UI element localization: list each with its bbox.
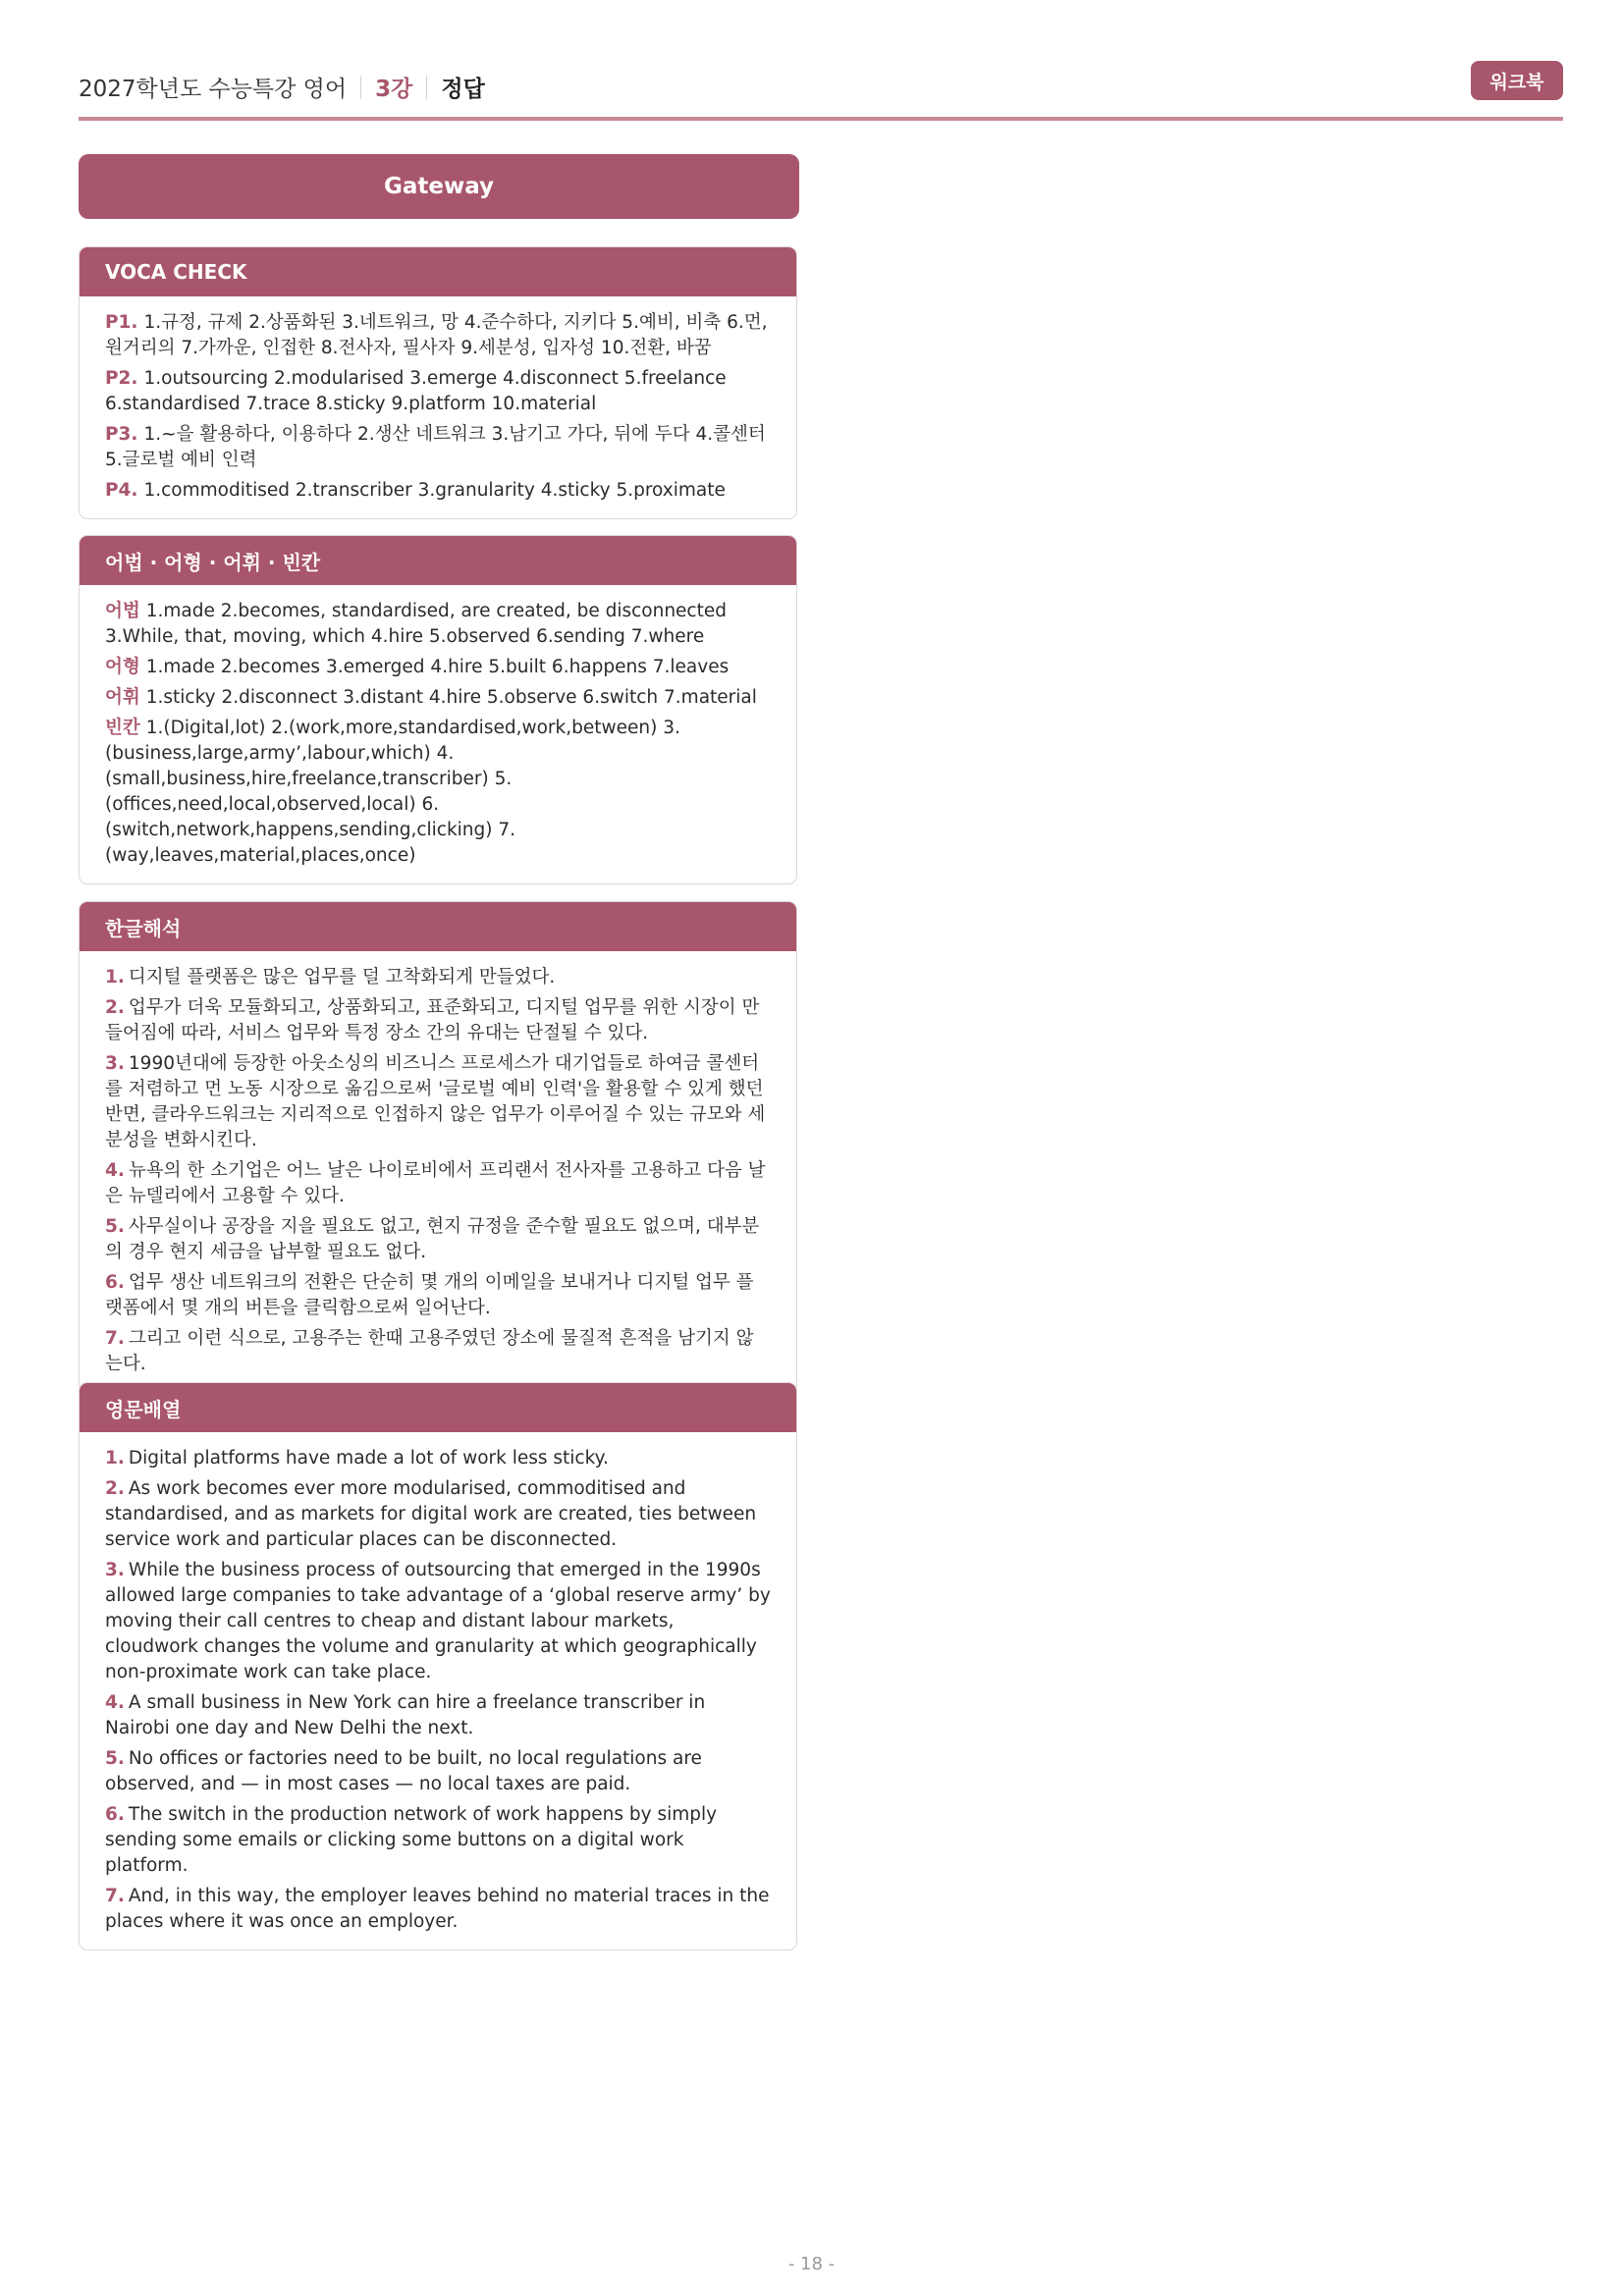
sentence-number: 3. [105, 1560, 125, 1580]
sentence-text: 1990년대에 등장한 아웃소싱의 비즈니스 프로세스가 대기업들로 하여금 콜센터를 저렴하고 먼 노동 시장으로 옮김으로써 '글로벌 예비 인력'을 활용할 수 있게 했던 반면, 클라우드워크는 지리적으로 인접하지 않은 업무가 이루어질 수 있는 규모와 세분성을 변화시킨다. [105, 1053, 766, 1150]
header-divider [360, 76, 361, 99]
sentence-item [105, 1214, 771, 1265]
sentence-text: 그리고 이런 식으로, 고용주는 한때 고용주였던 장소에 물질적 흔적을 남기지 않는다. [105, 1328, 754, 1374]
sentence-number: 4. [105, 1692, 125, 1713]
panel-body [80, 296, 796, 518]
voca-line-p1 [105, 310, 771, 361]
panel-title: 어법 · 어형 · 어휘 · 빈칸 [80, 536, 796, 585]
sentence-item [105, 995, 771, 1046]
sentence-number: 7. [105, 1886, 125, 1906]
sentence-text: And, in this way, the employer leaves behind no material traces in the places where it was once an employer. [105, 1886, 770, 1932]
sentence-text: 디지털 플랫폼은 많은 업무를 덜 고착화되게 만들었다. [128, 967, 556, 988]
sentence-item [105, 965, 771, 990]
sentence-number: 4. [105, 1160, 125, 1181]
sentence-number: 7. [105, 1328, 125, 1349]
grammar-panel [79, 535, 797, 884]
korean-translation-panel [79, 901, 797, 1393]
english-arrangement-panel [79, 1382, 797, 1950]
book-title: 2027학년도 수능특강 영어 [79, 77, 348, 102]
lesson-number: 3강 [375, 77, 413, 102]
vocab-line [105, 685, 771, 711]
line-text: 1.outsourcing 2.modularised 3.emerge 4.disconnect 5.freelance 6.standardised 7.trace 8.sticky 9.platform 10.material [105, 368, 727, 414]
line-tag: P2. [105, 368, 138, 389]
header-title-group [79, 71, 485, 103]
sentence-item [105, 1884, 771, 1935]
panel-body [80, 1432, 796, 1949]
sentence-item [105, 1476, 771, 1553]
grammar-line [105, 599, 771, 650]
sentence-number: 2. [105, 1478, 125, 1499]
sentence-text: The switch in the production network of work happens by simply sending some emails or clicking some buttons on a digital work platform. [105, 1804, 718, 1876]
voca-check-panel [79, 246, 797, 519]
panel-title: 영문배열 [80, 1383, 796, 1432]
sentence-item [105, 1446, 771, 1471]
sentence-text: While the business process of outsourcing that emerged in the 1990s allowed large companies to take advantage of a ‘global reserve army’ by moving their call centres to cheap and distant labour markets, cloudwork changes the volume and granularity at which geographically non-proximate work can take place. [105, 1560, 771, 1682]
line-text: 1.규정, 규제 2.상품화된 3.네트워크, 망 4.준수하다, 지키다 5.예비, 비축 6.먼, 원거리의 7.가까운, 인접한 8.전사자, 필사자 9.세분성, 입자성 10.전환, 바꿈 [105, 312, 768, 358]
sentence-text: 사무실이나 공장을 지을 필요도 없고, 현지 규정을 준수할 필요도 없으며, 대부분의 경우 현지 세금을 납부할 필요도 없다. [105, 1216, 760, 1262]
voca-line-p4 [105, 478, 771, 504]
sentence-text: 업무 생산 네트워크의 전환은 단순히 몇 개의 이메일을 보내거나 디지털 업무 플랫폼에서 몇 개의 버튼을 클릭함으로써 일어난다. [105, 1272, 754, 1318]
sentence-item [105, 1051, 771, 1153]
workbook-badge: 워크북 [1471, 61, 1563, 100]
line-text: 1.commoditised 2.transcriber 3.granularity 4.sticky 5.proximate [143, 480, 726, 501]
header-divider [426, 76, 427, 99]
sentence-item [105, 1746, 771, 1797]
panel-body [80, 585, 796, 883]
voca-line-p3 [105, 422, 771, 473]
line-tag: 어법 [105, 601, 140, 621]
sentence-number: 5. [105, 1748, 125, 1769]
sentence-number: 6. [105, 1272, 125, 1293]
line-tag: 어형 [105, 657, 140, 677]
sentence-item [105, 1158, 771, 1209]
blank-line [105, 716, 771, 869]
panel-body [80, 951, 796, 1392]
header-rule [79, 117, 1563, 121]
sentence-item [105, 1326, 771, 1377]
sentence-item [105, 1558, 771, 1685]
sentence-item [105, 1270, 771, 1321]
line-tag: P3. [105, 424, 138, 445]
line-text: 1.(Digital,lot) 2.(work,more,standardised,work,between) 3.(business,large,army’,labour,which) 4.(small,business,hire,freelance,transcriber) 5.(offices,need,local,observed,local) 6.(switch,network,happens,sending,clicking) 7.(way,leaves,material,places,once) [105, 718, 680, 866]
sentence-number: 1. [105, 967, 125, 988]
sentence-number: 2. [105, 997, 125, 1018]
page-header [79, 61, 1563, 116]
form-line [105, 655, 771, 680]
sentence-item [105, 1690, 771, 1741]
panel-title: VOCA CHECK [80, 247, 796, 296]
sentence-text: A small business in New York can hire a freelance transcriber in Nairobi one day and New Delhi the next. [105, 1692, 706, 1738]
panel-title: 한글해석 [80, 902, 796, 951]
line-text: 1.made 2.becomes 3.emerged 4.hire 5.built 6.happens 7.leaves [145, 657, 730, 677]
line-tag: 빈칸 [105, 718, 140, 738]
line-tag: P1. [105, 312, 138, 333]
line-text: 1.~을 활용하다, 이용하다 2.생산 네트워크 3.남기고 가다, 뒤에 두다 4.콜센터 5.글로벌 예비 인력 [105, 424, 766, 470]
voca-line-p2 [105, 366, 771, 417]
line-text: 1.sticky 2.disconnect 3.distant 4.hire 5.observe 6.switch 7.material [145, 687, 757, 708]
sentence-number: 5. [105, 1216, 125, 1237]
gateway-banner: Gateway [79, 154, 799, 219]
sentence-item [105, 1802, 771, 1879]
sentence-text: As work becomes ever more modularised, commoditised and standardised, and as markets for digital work are created, ties between service work and particular places can be disconnected. [105, 1478, 757, 1550]
sentence-text: No offices or factories need to be built, no local regulations are observed, and — in most cases — no local taxes are paid. [105, 1748, 702, 1794]
line-text: 1.made 2.becomes, standardised, are created, be disconnected 3.While, that, moving, which 4.hire 5.observed 6.sending 7.where [105, 601, 727, 647]
sentence-number: 3. [105, 1053, 125, 1074]
sentence-number: 1. [105, 1448, 125, 1468]
sentence-text: 업무가 더욱 모듈화되고, 상품화되고, 표준화되고, 디지털 업무를 위한 시장이 만들어짐에 따라, 서비스 업무와 특정 장소 간의 유대는 단절될 수 있다. [105, 997, 760, 1043]
answer-label: 정답 [441, 77, 485, 102]
line-tag: 어휘 [105, 687, 140, 708]
page-number: - 18 - [787, 2254, 836, 2274]
sentence-text: 뉴욕의 한 소기업은 어느 날은 나이로비에서 프리랜서 전사자를 고용하고 다음 날은 뉴델리에서 고용할 수 있다. [105, 1160, 766, 1206]
sentence-number: 6. [105, 1804, 125, 1825]
sentence-text: Digital platforms have made a lot of work less sticky. [128, 1448, 609, 1468]
line-tag: P4. [105, 480, 138, 501]
